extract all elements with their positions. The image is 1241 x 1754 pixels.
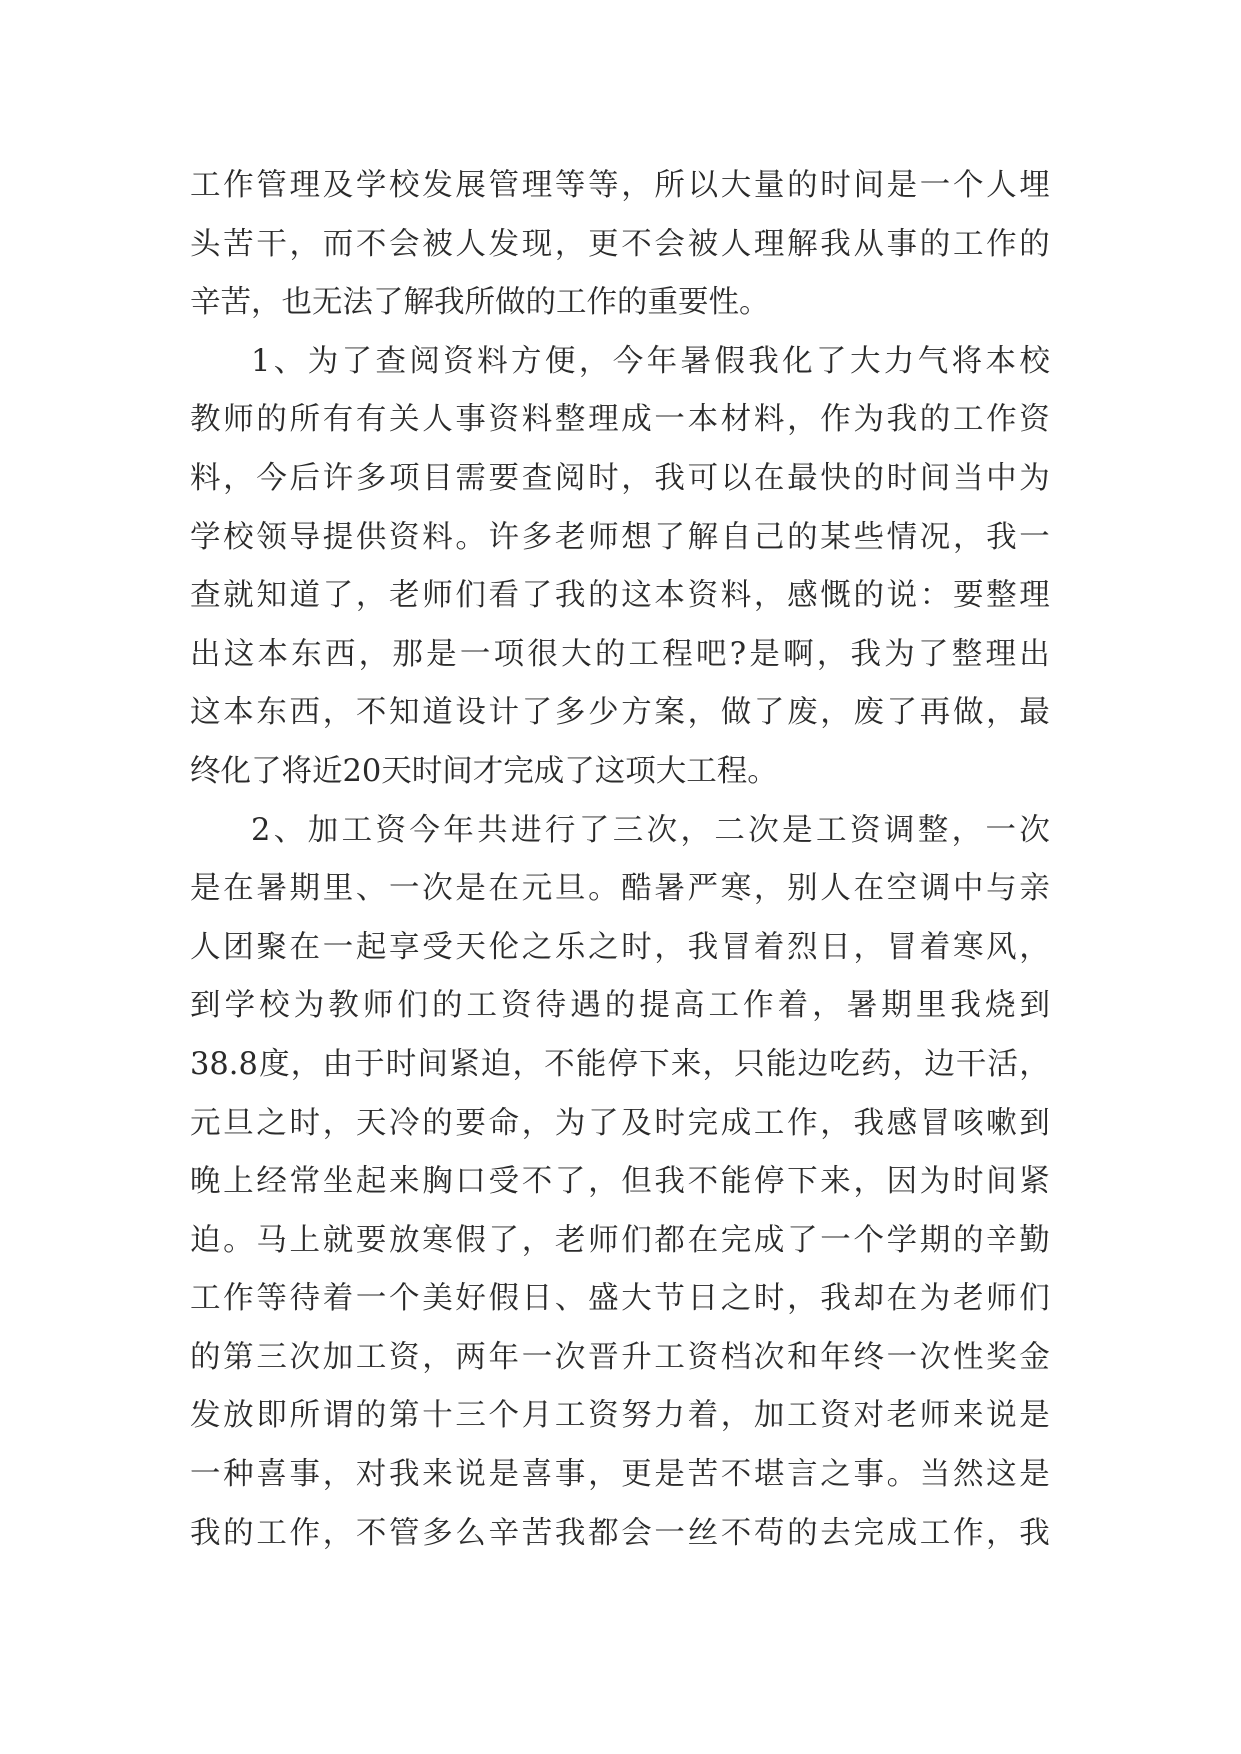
- text-line: 是 在 暑 期 里 、 一 次 是 在 元 旦 。 酷 暑 严 寒 ， 别 人 在 空 调 中 与 亲: [190, 871, 1050, 907]
- text-line: 2 、 加 工 资 今 年 共 进 行 了 三 次 ， 二 次 是 工 资 调 整 ， 一 次: [251, 812, 1050, 848]
- text-line: 辛苦，也无法了解我所做的工作的重要性。: [190, 285, 770, 321]
- text-line: 38.8 度 ， 由 于 时 间 紧 迫 ， 不 能 停 下 来 ， 只 能 边 吃 药 ， 边 干 活 ，: [190, 1046, 1050, 1082]
- text-line: 工 作 管 理 及 学 校 发 展 管 理 等 等 ， 所 以 大 量 的 时 间 是 一 个 人 埋: [190, 168, 1050, 203]
- text-line: 1 、 为 了 查 阅 资 料 方 便 ， 今 年 暑 假 我 化 了 大 力 气 将 本 校: [251, 343, 1050, 379]
- text-line: 一 种 喜 事 ， 对 我 来 说 是 喜 事 ， 更 是 苦 不 堪 言 之 事 。 当 然 这 是: [190, 1457, 1050, 1493]
- text-line: 的 第 三 次 加 工 资 ， 两 年 一 次 晋 升 工 资 档 次 和 年 终 一 次 性 奖 金: [190, 1339, 1050, 1375]
- text-line: 头 苦 干 ， 而 不 会 被 人 发 现 ， 更 不 会 被 人 理 解 我 从 事 的 工 作 的: [190, 226, 1050, 262]
- text-line: 工 作 等 待 着 一 个 美 好 假 日 、 盛 大 节 日 之 时 ， 我 却 在 为 老 师 们: [190, 1281, 1050, 1317]
- text-line: 这 本 东 西 ， 不 知 道 设 计 了 多 少 方 案 ， 做 了 废 ， 废 了 再 做 ， 最: [190, 695, 1050, 731]
- text-line: 我 的 工 作 ， 不 管 多 么 辛 苦 我 都 会 一 丝 不 苟 的 去 完 成 工 作 ， 我: [190, 1515, 1050, 1551]
- text-line: 学 校 领 导 提 供 资 料 。 许 多 老 师 想 了 解 自 己 的 某 些 情 况 ， 我 一: [190, 519, 1050, 555]
- document-body-text: [190, 157, 1050, 1563]
- text-line: 发 放 即 所 谓 的 第 十 三 个 月 工 资 努 力 着 ， 加 工 资 对 老 师 来 说 是: [190, 1398, 1050, 1434]
- text-line: 终化了将近20天时间才完成了这项大工程。: [190, 753, 778, 789]
- text-line: 到 学 校 为 教 师 们 的 工 资 待 遇 的 提 高 工 作 着 ， 暑 期 里 我 烧 到: [190, 988, 1050, 1024]
- text-line: 迫 。 马 上 就 要 放 寒 假 了 ， 老 师 们 都 在 完 成 了 一 个 学 期 的 辛 勤: [190, 1222, 1050, 1258]
- text-line: 料 ， 今 后 许 多 项 目 需 要 查 阅 时 ， 我 可 以 在 最 快 的 时 间 当 中 为: [190, 460, 1050, 496]
- text-line: 出 这 本 东 西 ， 那 是 一 项 很 大 的 工 程 吧 ? 是 啊 ， 我 为 了 整 理 出: [190, 636, 1050, 672]
- text-line: 教 师 的 所 有 有 关 人 事 资 料 整 理 成 一 本 材 料 ， 作 为 我 的 工 作 资: [190, 402, 1050, 438]
- text-line: 查 就 知 道 了 ， 老 师 们 看 了 我 的 这 本 资 料 ， 感 慨 的 说 ： 要 整 理: [190, 578, 1050, 614]
- text-line: 晚 上 经 常 坐 起 来 胸 口 受 不 了 ， 但 我 不 能 停 下 来 ， 因 为 时 间 紧: [190, 1164, 1050, 1200]
- text-line: 人 团 聚 在 一 起 享 受 天 伦 之 乐 之 时 ， 我 冒 着 烈 日 ， 冒 着 寒 风 ，: [190, 929, 1050, 965]
- text-line: 元 旦 之 时 ， 天 冷 的 要 命 ， 为 了 及 时 完 成 工 作 ， 我 感 冒 咳 嗽 到: [190, 1105, 1050, 1141]
